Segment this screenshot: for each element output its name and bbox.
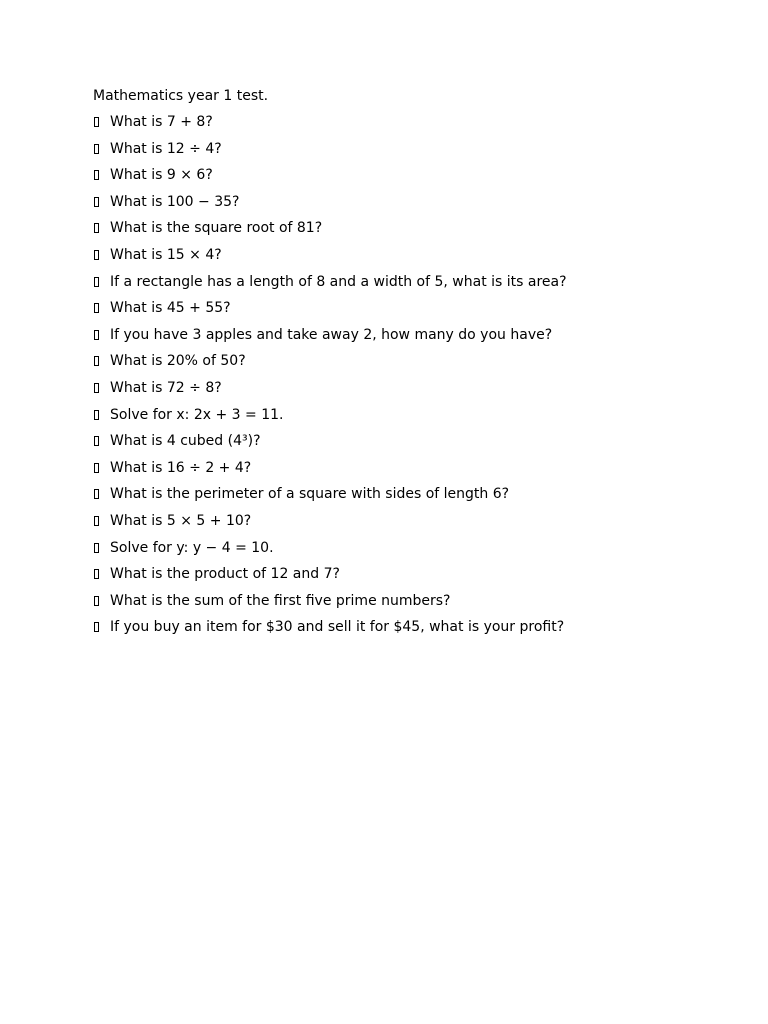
question-item (93, 484, 713, 504)
question-item (93, 112, 713, 132)
document-content (93, 86, 713, 644)
question-item (93, 405, 713, 425)
box-bullet-icon (94, 516, 99, 526)
question-item (93, 378, 713, 398)
box-bullet-icon (94, 356, 99, 366)
box-bullet-icon (94, 543, 99, 553)
box-bullet-icon (94, 223, 99, 233)
question-item (93, 564, 713, 584)
question-item (93, 431, 713, 451)
question-text: What is 20% of 50? (110, 353, 246, 370)
question-text: What is 4 cubed (4³)? (110, 433, 261, 450)
question-item (93, 192, 713, 212)
box-bullet-icon (94, 170, 99, 180)
question-text: If a rectangle has a length of 8 and a width of 5, what is its area? (110, 273, 567, 290)
question-item (93, 325, 713, 345)
question-item (93, 458, 713, 478)
question-item (93, 511, 713, 531)
question-item (93, 272, 713, 292)
box-bullet-icon (94, 383, 99, 393)
question-text: If you buy an item for $30 and sell it for $45, what is your profit? (110, 619, 565, 636)
question-item (93, 617, 713, 637)
question-text: What is 12 ÷ 4? (110, 140, 222, 157)
question-text: What is 16 ÷ 2 + 4? (110, 459, 252, 476)
box-bullet-icon (94, 463, 99, 473)
document-title: Mathematics year 1 test. (93, 88, 269, 104)
question-item (93, 351, 713, 371)
question-item (93, 165, 713, 185)
question-text: What is 100 − 35? (110, 193, 240, 210)
box-bullet-icon (94, 569, 99, 579)
question-list (93, 112, 713, 637)
question-text: What is 5 × 5 + 10? (110, 512, 252, 529)
question-item (93, 139, 713, 159)
box-bullet-icon (94, 117, 99, 127)
question-text: If you have 3 apples and take away 2, how many do you have? (110, 326, 553, 343)
question-text: What is the sum of the first five prime numbers? (110, 592, 451, 609)
question-item (93, 245, 713, 265)
box-bullet-icon (94, 277, 99, 287)
question-text: What is 45 + 55? (110, 300, 231, 317)
question-text: What is the perimeter of a square with sides of length 6? (110, 486, 510, 503)
question-text: What is the product of 12 and 7? (110, 566, 340, 583)
box-bullet-icon (94, 622, 99, 632)
box-bullet-icon (94, 489, 99, 499)
question-text: What is 7 + 8? (110, 114, 213, 130)
box-bullet-icon (94, 436, 99, 446)
box-bullet-icon (94, 250, 99, 260)
question-text: What is 72 ÷ 8? (110, 379, 222, 396)
question-text: What is the square root of 81? (110, 220, 323, 237)
question-text: Solve for y: y − 4 = 10. (110, 539, 274, 556)
question-item (93, 218, 713, 238)
question-text: What is 15 × 4? (110, 246, 222, 263)
question-text: Solve for x: 2x + 3 = 11. (110, 406, 284, 423)
question-item (93, 298, 713, 318)
box-bullet-icon (94, 596, 99, 606)
box-bullet-icon (94, 303, 99, 313)
box-bullet-icon (94, 330, 99, 340)
box-bullet-icon (94, 410, 99, 420)
question-text: What is 9 × 6? (110, 167, 213, 184)
box-bullet-icon (94, 197, 99, 207)
question-item (93, 591, 713, 611)
question-item (93, 538, 713, 558)
box-bullet-icon (94, 144, 99, 154)
